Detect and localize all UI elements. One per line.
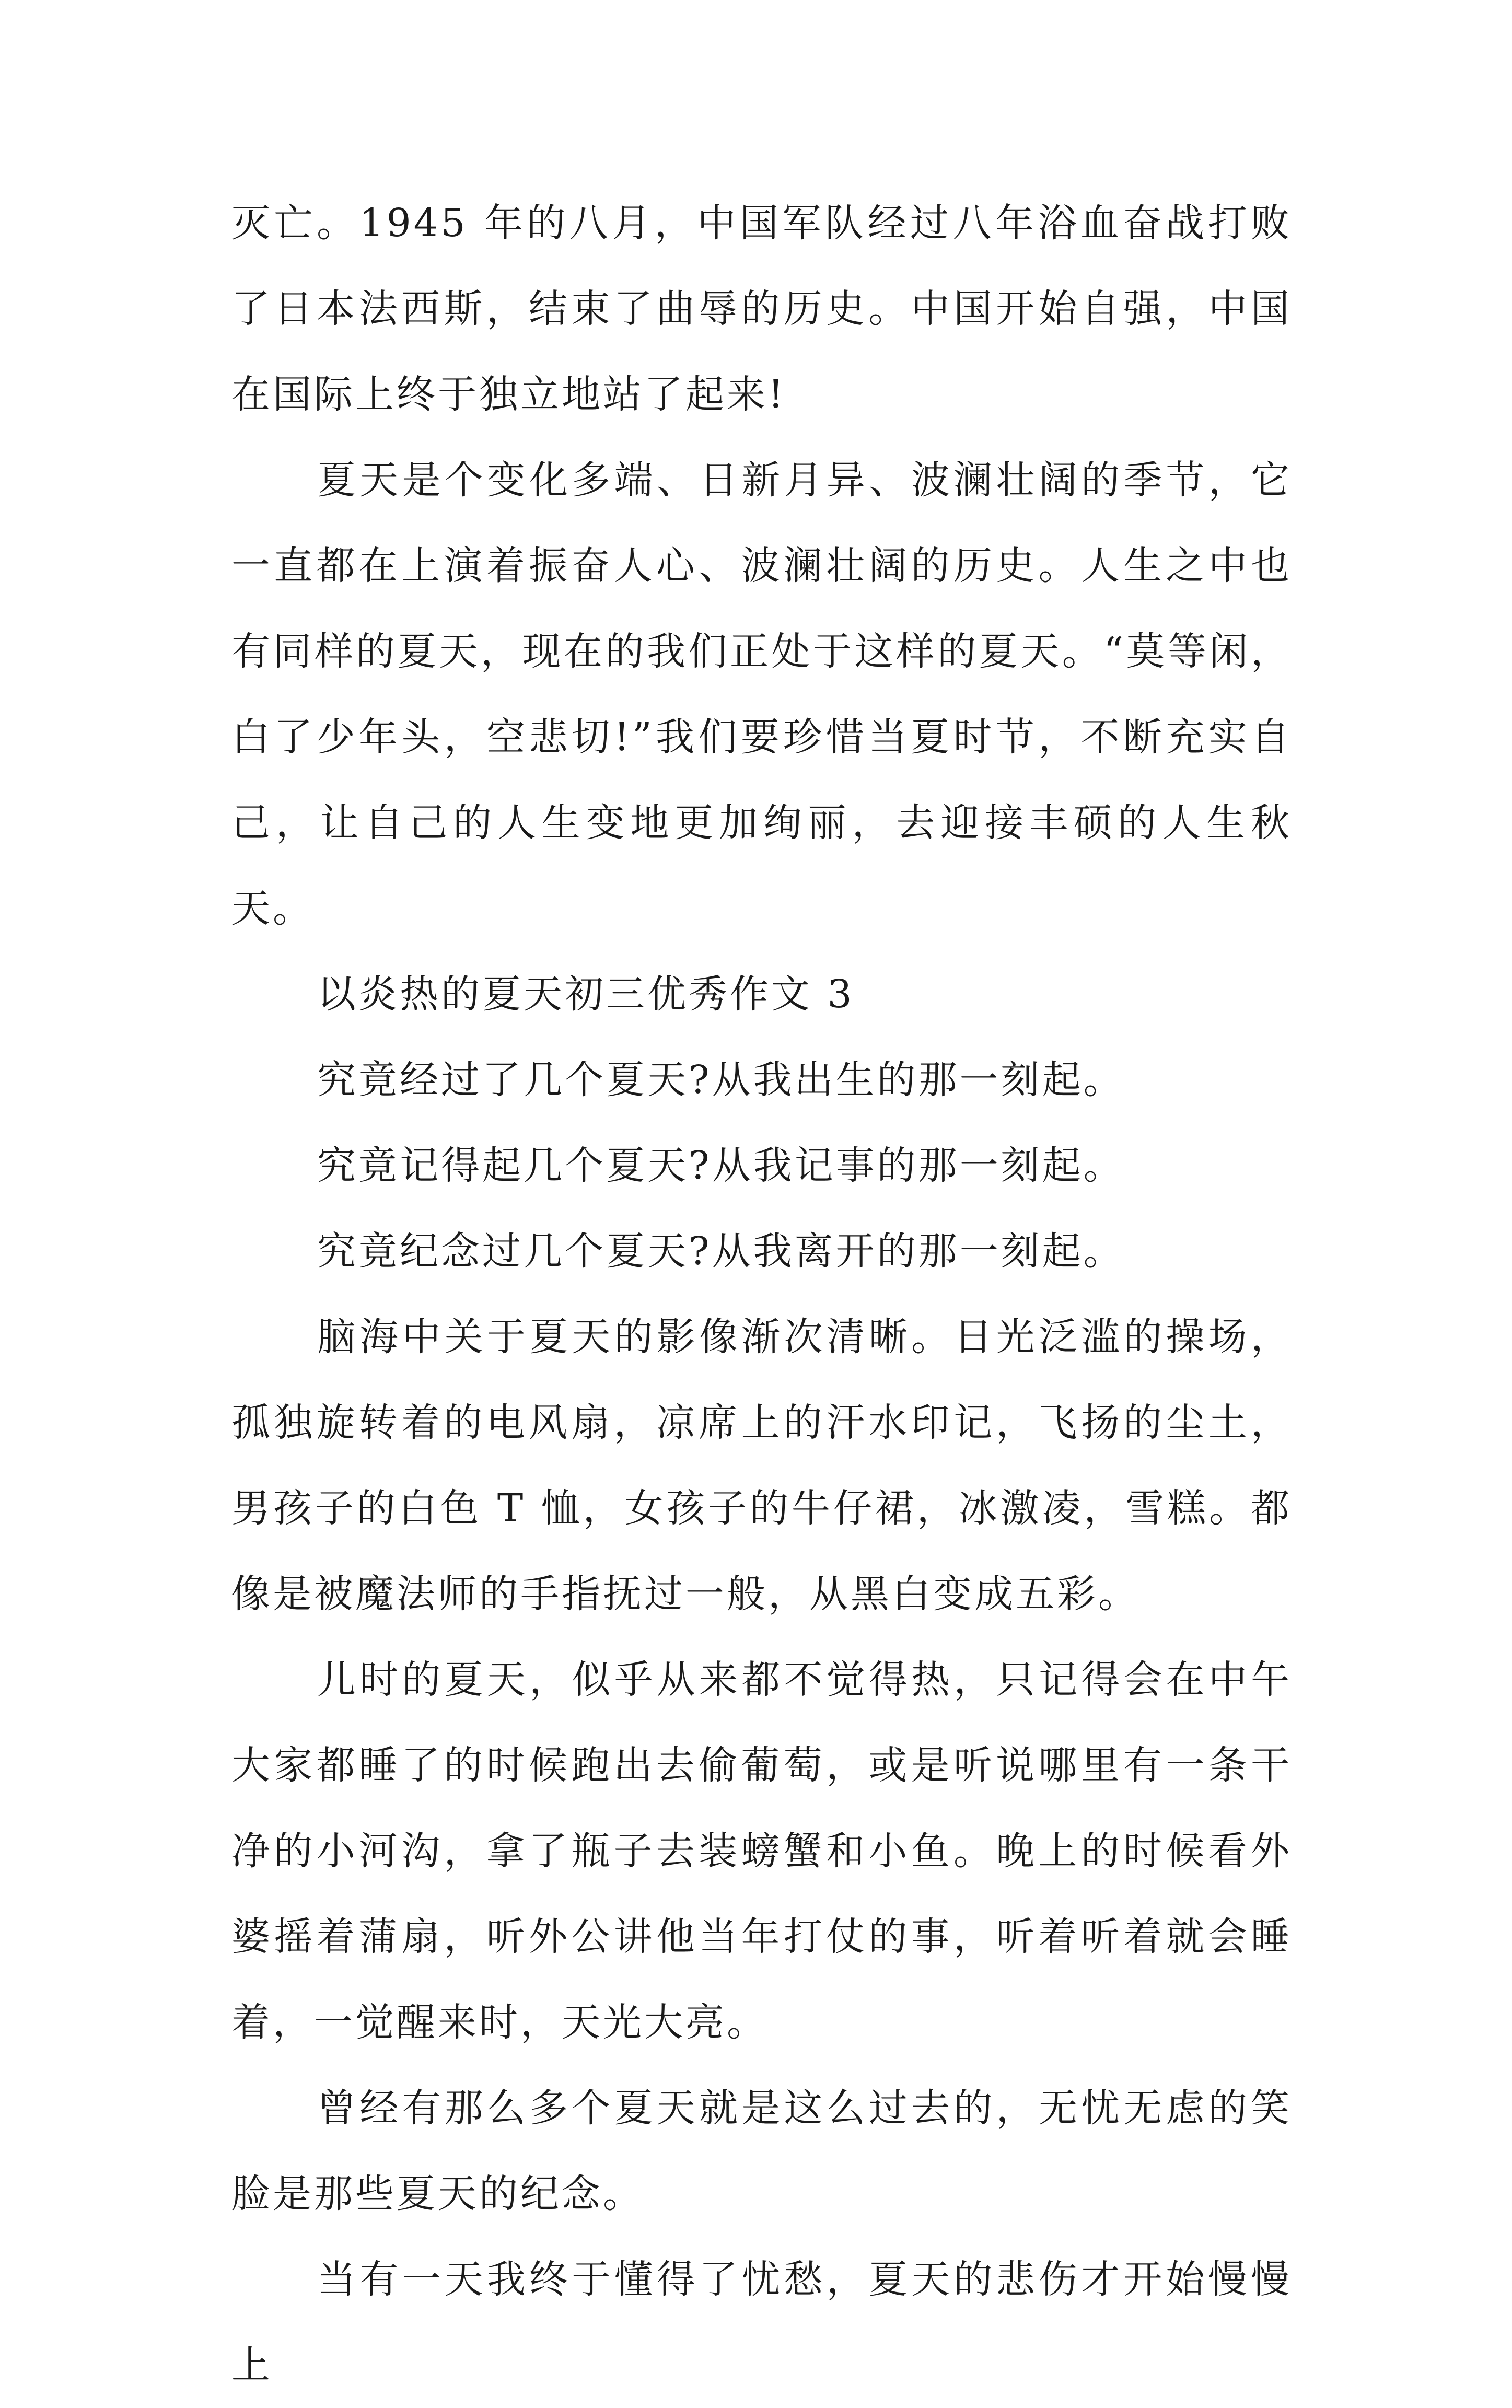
paragraph-5: 究竟记得起几个夏天?从我记事的那一刻起。 (317, 1143, 1125, 1188)
paragraph-6: 究竟纪念过几个夏天?从我离开的那一刻起。 (317, 1229, 1125, 1274)
paragraph-2: 夏天是个变化多端、日新月异、波澜壮阔的季节，它一直都在上演着振奋人心、波澜壮阔的历史。人生之中也有同样的夏天，现在的我们正处于这样的夏天。“莫等闲，白了少年头，空悲切!”我们要珍惜当夏时节，不断充实自己，让自己的人生变地更加绚丽，去迎接丰硕的人生秋天。 (231, 458, 1292, 931)
paragraph-9: 曾经有那么多个夏天就是这么过去的，无忧无虑的笑脸是那些夏天的纪念。 (231, 2086, 1292, 2216)
section-heading: 以炎热的夏天初三优秀作文 3 (317, 972, 855, 1017)
paragraph-7: 脑海中关于夏天的影像渐次清晰。日光泛滥的操场，孤独旋转着的电风扇，凉席上的汗水印记，飞扬的尘土，男孩子的白色 T 恤，女孩子的牛仔裙，冰激凌，雪糕。都像是被魔法师的手指抚过一般，从黑白变成五彩。 (231, 1314, 1292, 1616)
paragraph-10: 当有一天我终于懂得了忧愁，夏天的悲伤才开始慢慢上 (231, 2257, 1292, 2388)
document-body (231, 180, 1292, 2408)
paragraph-1: 灭亡。1945 年的八月，中国军队经过八年浴血奋战打败了日本法西斯，结束了曲辱的历史。中国开始自强，中国在国际上终于独立地站了起来! (231, 201, 1292, 417)
paragraph-8: 儿时的夏天，似乎从来都不觉得热，只记得会在中午大家都睡了的时候跑出去偷葡萄，或是听说哪里有一条干净的小河沟，拿了瓶子去装螃蟹和小鱼。晚上的时候看外婆摇着蒲扇，听外公讲他当年打仗的事，听着听着就会睡着，一觉醒来时，天光大亮。 (231, 1657, 1292, 2045)
paragraph-4: 究竟经过了几个夏天?从我出生的那一刻起。 (317, 1057, 1125, 1102)
